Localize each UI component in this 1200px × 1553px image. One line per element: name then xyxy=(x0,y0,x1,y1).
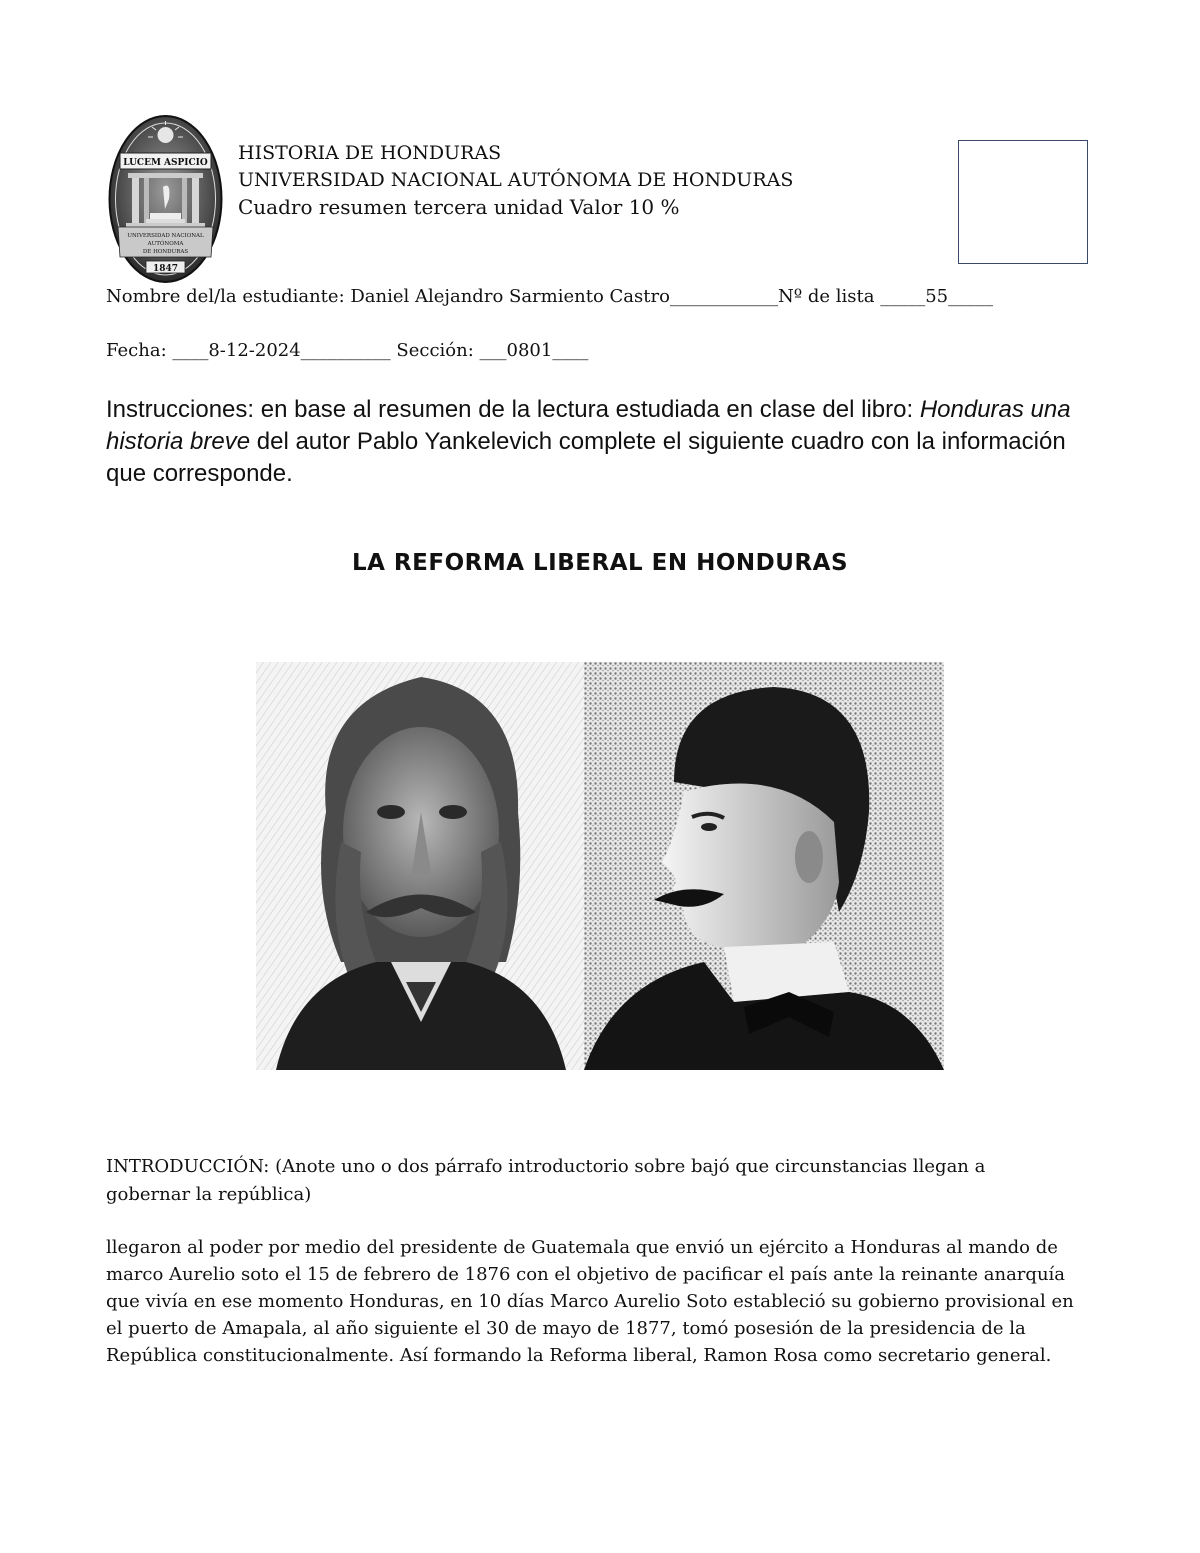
university-seal-icon xyxy=(108,115,223,283)
document-header xyxy=(238,140,793,221)
seal-ribbon-line2: AUTÓNOMA xyxy=(147,241,184,247)
seal-ribbon-line1: UNIVERSIDAD NACIONAL xyxy=(127,233,204,239)
main-title: LA REFORMA LIBERAL EN HONDURAS xyxy=(351,550,849,576)
instructions-rest: del autor Pablo Yankelevich complete el siguiente cuadro con la información que corresponde. xyxy=(106,428,1066,487)
instructions-intro: Instrucciones: en base al resumen de la lectura estudiada en clase del libro: xyxy=(106,396,920,423)
introduction-body: llegaron al poder por medio del presidente de Guatemala que envió un ejército a Honduras al mando de marco Aurelio soto el 15 de febrero de 1876 con el objetivo de pacificar el país ante la reinante anarquía que vivía en ese momento Honduras, en 10 días Marco Aurelio Soto estableció su gobierno provisional en el puerto de Amapala, al año siguiente el 30 de mayo de 1877, tomó posesión de la presidencia de la República constitucionalmente. Así formando la Reforma liberal, Ramon Rosa como secretario general. xyxy=(106,1237,1074,1366)
grade-box xyxy=(958,140,1088,264)
date-section-line: Fecha: ____8-12-2024__________ Sección: ___0801____ xyxy=(106,340,589,361)
course-title: HISTORIA DE HONDURAS xyxy=(238,142,502,164)
student-name-line: Nombre del/la estudiante: Daniel Alejandro Sarmiento Castro____________Nº de lista _____55_____ xyxy=(106,286,994,307)
introduction-label: INTRODUCCIÓN: (Anote uno o dos párrafo introductorio sobre bajó que circunstancias llegan a gobernar la república) xyxy=(106,1156,986,1205)
seal-year: 1847 xyxy=(152,264,179,274)
seal-ribbon-line3: DE HONDURAS xyxy=(142,249,189,255)
assignment-title: Cuadro resumen tercera unidad Valor 10 % xyxy=(238,195,680,219)
instructions xyxy=(106,394,1096,490)
book-title: Honduras una historia breve xyxy=(106,396,1071,455)
seal-motto: LUCEM ASPICIO xyxy=(123,158,208,168)
university-name: UNIVERSIDAD NACIONAL AUTÓNOMA DE HONDURAS xyxy=(238,169,794,191)
portrait-left-image xyxy=(256,662,584,1070)
portraits xyxy=(256,662,944,1070)
portrait-right-image xyxy=(584,662,944,1070)
